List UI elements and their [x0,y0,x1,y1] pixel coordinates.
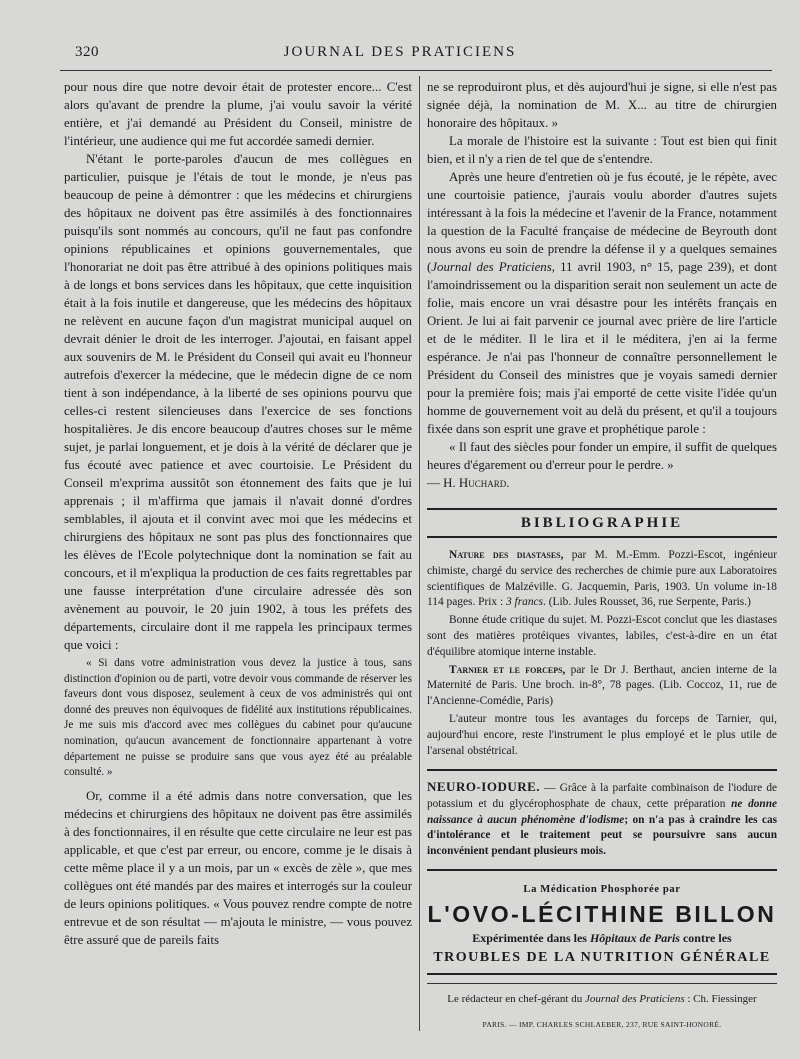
printer-imprint: PARIS. — IMP. CHARLES SCHLAEBER, 237, RUE SAINT-HONORÉ. [482,1020,722,1030]
advert-text [427,779,777,859]
advert-brand: NEURO-IODURE. [427,779,541,795]
paragraph-text: Après une heure d'entretien où je fus écouté, je le répète, avec une courtoisie patience, j'aurais voulu aborder d'autres sujets intéressant à la fois la médecine et l'avenir de la France, notamment la question de la Faculté française de médecine de Beyrouth dont nous avons eu soin de prendre la défense il y a quelques semaines ( [427,170,777,274]
bibliography-entry [427,548,777,611]
bibliography-review: L'auteur montre tous les avantages du forceps de Tarnier, qui, aujourd'hui encore, reste l'instrument le plus employé et le plus utile de l'arsenal obstétrical. [427,712,777,757]
entry-details: par le Dr J. Berthaut, ancien interne de la Maternité de Paris. Une broch. in-8°, 78 pages. (Lib. Coccoz, 11, rue de l'Ancienne-Comédie, Paris) [427,663,777,708]
advert-subline-italic: Hôpitaux de Paris [589,931,680,946]
bibliography-entry [427,663,777,710]
entry-details: par M. M.-Emm. Pozzi-Escot, ingénieur chimiste, chargé du service des recherches de chimie pure aux Laboratoires scientifiques de Malzéville. G. Jacquemin, Paris, 1903. Un volume in-18 114 pages. Prix : [427,549,777,609]
signature-dash: — [427,476,444,490]
advert-body: — Grâce à la parfaite combinaison de l'iodure de potassium et du glycérophosphate de chaux, cette préparation [427,782,777,810]
page-number: 320 [75,44,99,60]
circular-quote: « Si dans votre administration vous devez la justice à tous, sans distinction d'opinion ou de parti, votre devoir vous commande de réserver les faveurs dont vous disposez, seulement à ceux de vos administrés qui ont donné des preuves non équivoques de fidélité aux institutions républicaines. Je me suis mis d'accord avec mes collègues du cabinet pour qu'aucune nomination, qu'aucun avancement de fonctionnaire appartenant à votre département ne puisse se produire sans que vous ayez été au préalable consulté. » [64,657,412,779]
advert-product: L'OVO-LÉCITHINE BILLON [427,901,777,928]
entry-price: 3 francs [506,596,544,609]
advert-neuro-iodure [427,769,777,859]
paragraph-text: , 11 avril 1903, n° 15, page 239), et dont l'amoindrissement ou la disparition serait non seulement un acte de folie, mais encore un vrai désastre pour les intérêts français en Orient. Je lui ai fait parvenir ce journal avec prière de lire l'article et de le méditer. Il le lira et il le méditera, j'en ai la ferme espérance. Je n'ai pas l'honneur de connaître personnellement le Président du Conseil des ministres que je voyais samedi dernier pour la première fois; mais j'ai emporté de cette visite l'idée qu'un homme de gouvernement voit au delà du présent, et qu'il a toujours fixée dans son esprit une grave et prophétique parole : [427,260,777,436]
paragraph: N'étant le porte-paroles d'aucun de mes collègues en particulier, puisque je l'étais de tout le monde, je n'eus pas beaucoup de peine à démontrer : que les médecins et chirurgiens des hôpitaux ne doivent pas être assimilés à des fonctionnaires puisqu'ils sont nommés au concours, qu'il ne faut pas confondre opinions républicaines et opinions gouvernementales, que l'honorariat ne doit pas être attribué à des opinions politiques mais à de longs et bons services dans les hôpitaux, que cette inquisition était à la fois inutile et dangereuse, que les médecins des hôpitaux ne relèvent en aucune façon d'un magistrat municipal auquel on devrait dénier le droit de les interroger. J'ajoutai, en faisant appel aux souvenirs de M. le Président du Conseil qui avait eu l'honneur autrefois d'exercer la médecine, que le médecin digne de ce nom tient à son indépendance, à la liberté de ses opinions pourvu que celles-ci restent silencieuses dans l'exercice de ses fonctions hospitalières. Je dis encore beaucoup d'autres choses sur le même sujet, je parlai longuement, et je dois à la vérité de déclarer que je fus écouté avec patience et avec courtoisie. Le Président du Conseil m'exprima aussitôt son étonnement des faits que je lui apprenais ; il m'affirma que jamais il n'avait donné d'ordres semblables, il ajouta et il convint avec moi que les médecins et chirurgiens des hôpitaux ne sont pas plus des fonctionnaires que les élèves de l'Ecole polytechnique dont la nomination se fait au concours, et il m'expliqua la production de ces faits regrettables par une fausse interprétation d'une circulaire adressée dès son avènement au pouvoir, le 20 juin 1902, à tous les préfets des départements, circulaire dont il me rappela les principaux termes que voici : [64,152,412,652]
advert-subline-text: Expérimentée dans les [472,931,590,946]
paragraph: La morale de l'histoire est la suivante : Tout est bien qui finit bien, et il n'y a rien de tel que de s'entendre. [427,134,777,166]
bibliography-title: BIBLIOGRAPHIE [427,508,777,538]
advert-indication: TROUBLES DE LA NUTRITION GÉNÉRALE [433,950,771,966]
header-rule [60,70,772,71]
paragraph: pour nous dire que notre devoir était de protester encore... C'est alors qu'avant de prendre la plume, j'ai voulu savoir la vérité entière, et j'ai demandé au Président du Conseil, ministre de l'intérieur, une audience qui me fut accordée samedi dernier. [64,80,412,148]
advert-kicker: La Médication Phosphorée par [523,884,681,896]
bibliography-review: Bonne étude critique du sujet. M. Pozzi-Escot conclut que les diastases sont des matières protéiques vivantes, labiles, c'est-à-dire en un état d'équilibre atomique interne instable. [427,614,777,658]
advert-subline [427,929,777,947]
epigraph: « Il faut des siècles pour fonder un empire, il suffit de quelques heures d'égarement ou d'erreur pour le perdre. » [427,440,777,472]
editor-text: Le rédacteur en chef-gérant du [447,993,585,1006]
column-divider [419,76,420,1031]
entry-details: . (Lib. Jules Rousset, 36, rue Serpente, Paris.) [543,596,751,609]
paragraph: ne se reproduiront plus, et dès aujourd'hui je signe, si elle n'est pas signée déjà, la nomination de M. X... au titre de chirurgien honoraire des hôpitaux. » [427,80,777,130]
paragraph: Or, comme il a été admis dans notre conversation, que les médecins et chirurgiens des hôpitaux ne doivent pas être assimilés à des fonctionnaires, il en résulte que cette circulaire ne leur est pas applicable, et que c'est par erreur, ou encore, comme je le disais à cette même place il y a un mois, par un « excès de zèle », que mes collègues ont été mandés par des maires et interrogés sur la couleur de leurs opinions politiques. « Vous pouvez rendre compte de notre entrevue et de son résultat — m'ajouta le ministre, — vous pouvez être assuré que de pareils faits [64,788,412,947]
right-column [427,78,777,1034]
paragraph [427,438,777,492]
journal-title: JOURNAL DES PRATICIENS [283,44,517,60]
editor-journal: Journal des Praticiens [585,993,685,1006]
advert-subline-text: contre les [679,931,732,946]
advert-body: ; on n'a pas à craindre les cas d'intolérance et le traitement peut se poursuivre sans aucun inconvénient pendant plusieurs mois. [427,813,777,857]
left-column [64,78,412,949]
journal-reference: Journal des Praticiens [431,260,552,274]
entry-title: Nature des diastases, [449,549,564,561]
bibliography [427,548,777,759]
page-header [0,0,800,70]
advert-emphasis: ne donne naissance à aucun phénomène d'iodisme [427,797,777,826]
editor-line [427,983,777,1008]
paragraph [427,168,777,438]
entry-title: Tarnier et le forceps, [449,663,566,676]
editor-name: : Ch. Fiessinger [684,993,757,1006]
advert-ovo-lecithine [427,869,777,975]
signature: H. Huchard. [443,476,510,490]
